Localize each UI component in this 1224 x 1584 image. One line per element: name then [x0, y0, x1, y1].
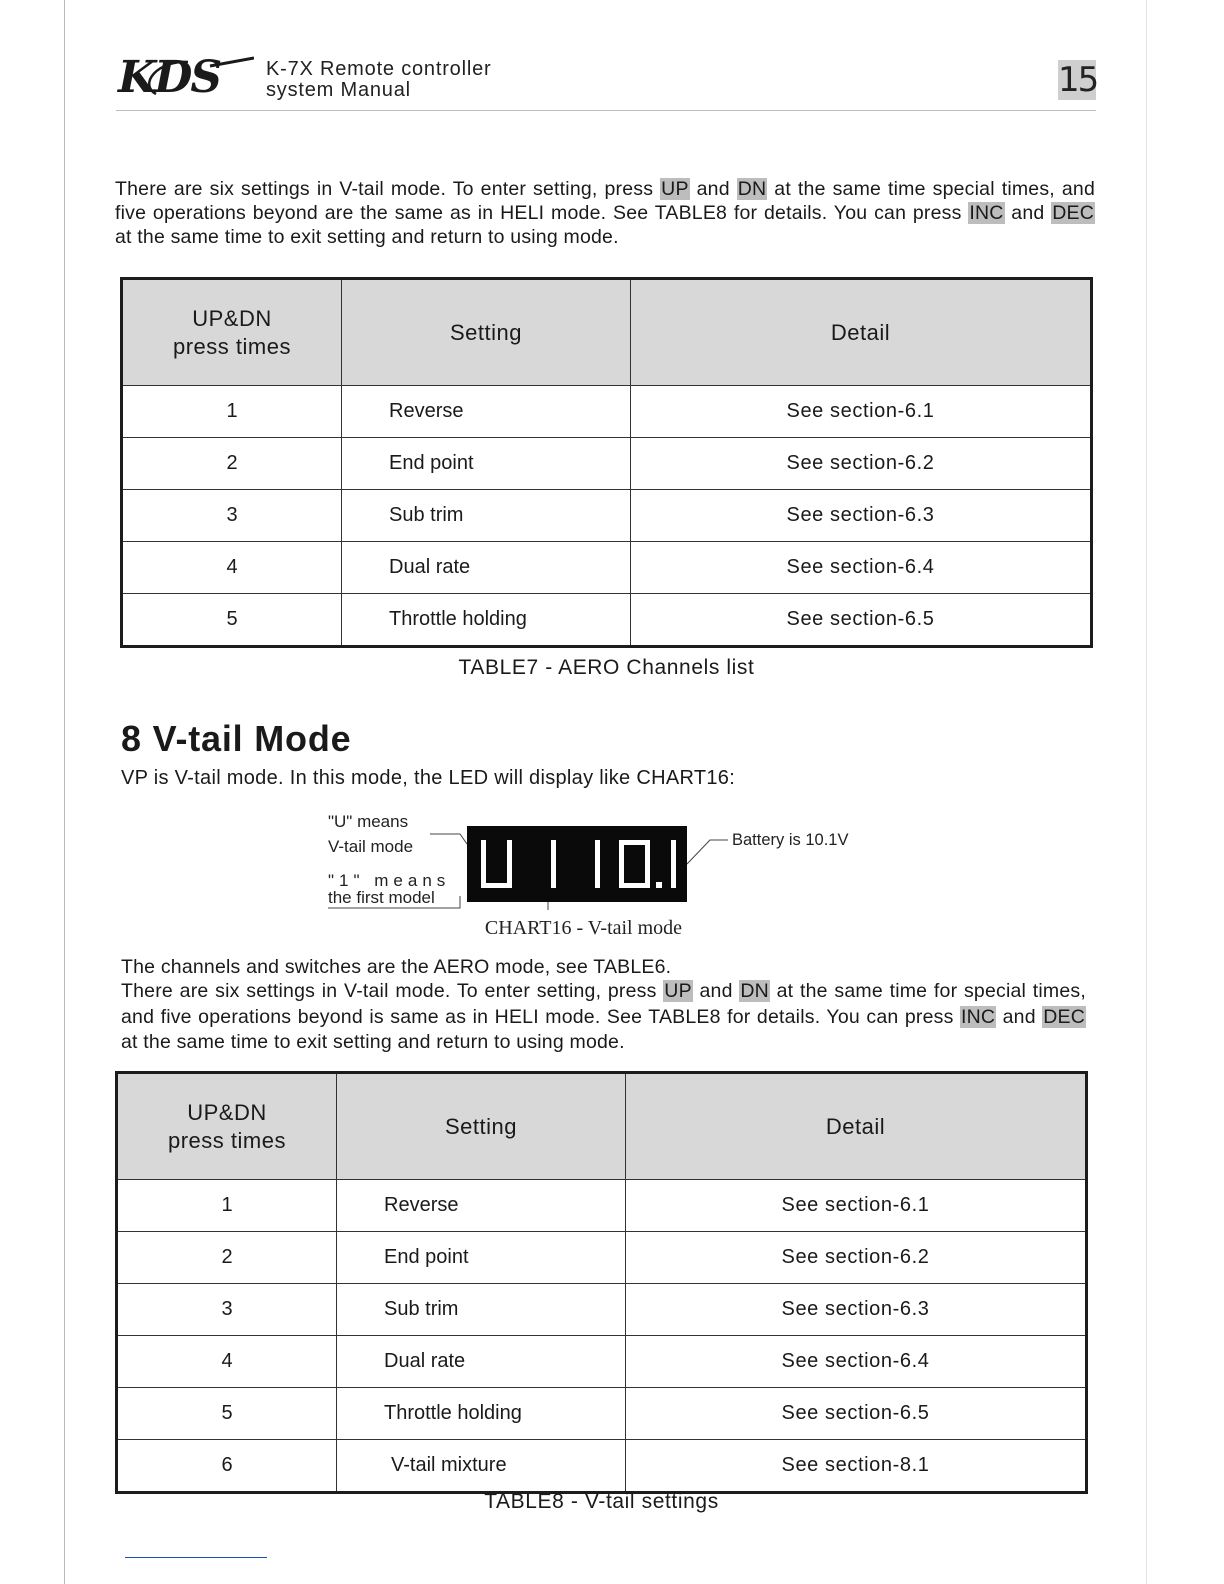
cell-setting: V-tail mixture	[337, 1440, 626, 1493]
table-header-row	[122, 279, 1092, 386]
table8-vtail-settings	[115, 1071, 1088, 1494]
cell-detail: See section-6.4	[626, 1336, 1087, 1388]
cell-setting: End point	[337, 1232, 626, 1284]
table7-caption: TABLE7 - AERO Channels list	[458, 656, 755, 679]
cell-detail: See section-6.3	[626, 1284, 1087, 1336]
cell-setting: Throttle holding	[342, 594, 631, 647]
cell-detail: See section-6.5	[626, 1388, 1087, 1440]
document-title	[266, 59, 491, 101]
table-row	[117, 1232, 1087, 1284]
page-margin-line	[64, 0, 65, 1584]
key-dec-label: DEC	[1052, 202, 1094, 224]
header-setting: Setting	[342, 279, 631, 386]
cell-times: 4	[122, 542, 342, 594]
vtail-paragraph	[121, 955, 1086, 1056]
header-press-times	[117, 1073, 337, 1180]
cell-detail: See section-8.1	[626, 1440, 1087, 1493]
u-means-label: "U" means	[328, 812, 409, 831]
cell-detail: See section-6.5	[631, 594, 1092, 647]
header-detail: Detail	[626, 1073, 1087, 1180]
header-text: press times	[168, 1127, 286, 1153]
cell-detail: See section-6.4	[631, 542, 1092, 594]
cell-detail: See section-6.3	[631, 490, 1092, 542]
table-row	[117, 1388, 1087, 1440]
cell-detail: See section-6.2	[626, 1232, 1087, 1284]
section-heading: 8 V-tail Mode	[121, 718, 352, 759]
cell-detail: See section-6.1	[631, 386, 1092, 438]
table-row	[117, 1440, 1087, 1493]
text-run: at the same time special times, and five operations beyond are the same as in HELI mode. See TABLE8 for details. You can press	[115, 178, 1096, 224]
cell-times: 1	[122, 386, 342, 438]
text-run: There are six settings in V-tail mode. To enter setting, press	[115, 178, 661, 200]
table-row	[117, 1284, 1087, 1336]
logo-text: KDS	[118, 52, 221, 103]
cell-times: 5	[122, 594, 342, 647]
led-display	[467, 826, 687, 902]
text-run: There are six settings in V-tail mode. To enter setting, press	[121, 980, 664, 1002]
key-dn-label: DN	[740, 980, 769, 1002]
text-run: and	[1004, 202, 1052, 224]
cell-detail: See section-6.1	[626, 1180, 1087, 1232]
title-line-1: K-7X Remote controller	[266, 58, 492, 80]
key-dec-label: DEC	[1043, 1005, 1086, 1028]
header-text: press times	[173, 333, 291, 359]
logo-swoosh-icon	[118, 54, 254, 102]
table7-aero-channels	[120, 277, 1093, 648]
chart16-caption: CHART16 - V-tail mode	[484, 917, 683, 939]
title-line-2: system Manual	[266, 79, 411, 101]
cell-times: 3	[117, 1284, 337, 1336]
text-run: at the same time for special times, and five operations beyond is same as in HELI mode. See TABLE8 for details. You can press	[121, 980, 1086, 1028]
text-run: and	[692, 980, 740, 1002]
cell-setting: Dual rate	[342, 542, 631, 594]
cell-setting: End point	[342, 438, 631, 490]
cell-times: 3	[122, 490, 342, 542]
header-text: UP&DN	[187, 1099, 267, 1125]
battery-label: Battery is 10.1V	[732, 831, 849, 849]
text-run: and	[689, 178, 737, 200]
table8-caption: TABLE8 - V-tail settings	[484, 1490, 719, 1513]
key-up-label: UP	[661, 178, 689, 200]
table-row	[122, 386, 1092, 438]
table-row	[122, 490, 1092, 542]
cell-setting: Reverse	[337, 1180, 626, 1232]
chart16-led-diagram	[320, 810, 920, 950]
page-edge-line	[1146, 0, 1147, 1584]
one-means-desc: the first model	[328, 888, 435, 907]
cell-times: 2	[122, 438, 342, 490]
u-means-desc: V-tail mode	[328, 837, 414, 856]
kds-logo	[118, 54, 254, 102]
text-run: and	[996, 1005, 1043, 1028]
section-intro: VP is V-tail mode. In this mode, the LED will display like CHART16:	[121, 767, 736, 789]
cell-setting: Sub trim	[337, 1284, 626, 1336]
table-row	[122, 438, 1092, 490]
table-row	[117, 1336, 1087, 1388]
cell-setting: Reverse	[342, 386, 631, 438]
header-text: UP&DN	[192, 305, 272, 331]
intro-paragraph	[115, 177, 1095, 249]
cell-times: 5	[117, 1388, 337, 1440]
table-row	[122, 542, 1092, 594]
cell-times: 4	[117, 1336, 337, 1388]
cell-setting: Throttle holding	[337, 1388, 626, 1440]
vtail-line-1: The channels and switches are the AERO mode, see TABLE6.	[121, 956, 672, 978]
page-number: 15	[1058, 60, 1098, 100]
cell-times: 2	[117, 1232, 337, 1284]
table-row	[122, 594, 1092, 647]
cell-detail: See section-6.2	[631, 438, 1092, 490]
cell-times: 6	[117, 1440, 337, 1493]
key-inc-label: INC	[969, 202, 1004, 224]
text-run: at the same time to exit setting and return to using mode.	[121, 1031, 625, 1053]
text-run: at the same time to exit setting and return to using mode.	[115, 226, 619, 248]
header-setting: Setting	[337, 1073, 626, 1180]
table-header-row	[117, 1073, 1087, 1180]
footer-rule	[125, 1557, 267, 1558]
key-dn-label: DN	[737, 178, 767, 200]
table-row	[117, 1180, 1087, 1232]
cell-setting: Sub trim	[342, 490, 631, 542]
vtail-settings-text	[121, 979, 1086, 1056]
seven-segment-digits	[467, 826, 687, 902]
key-up-label: UP	[664, 980, 692, 1002]
header-press-times	[122, 279, 342, 386]
cell-times: 1	[117, 1180, 337, 1232]
one-means-label: "1" means	[328, 871, 451, 890]
cell-setting: Dual rate	[337, 1336, 626, 1388]
key-inc-label: INC	[961, 1005, 996, 1028]
header-detail: Detail	[631, 279, 1092, 386]
page-header	[116, 52, 1096, 111]
